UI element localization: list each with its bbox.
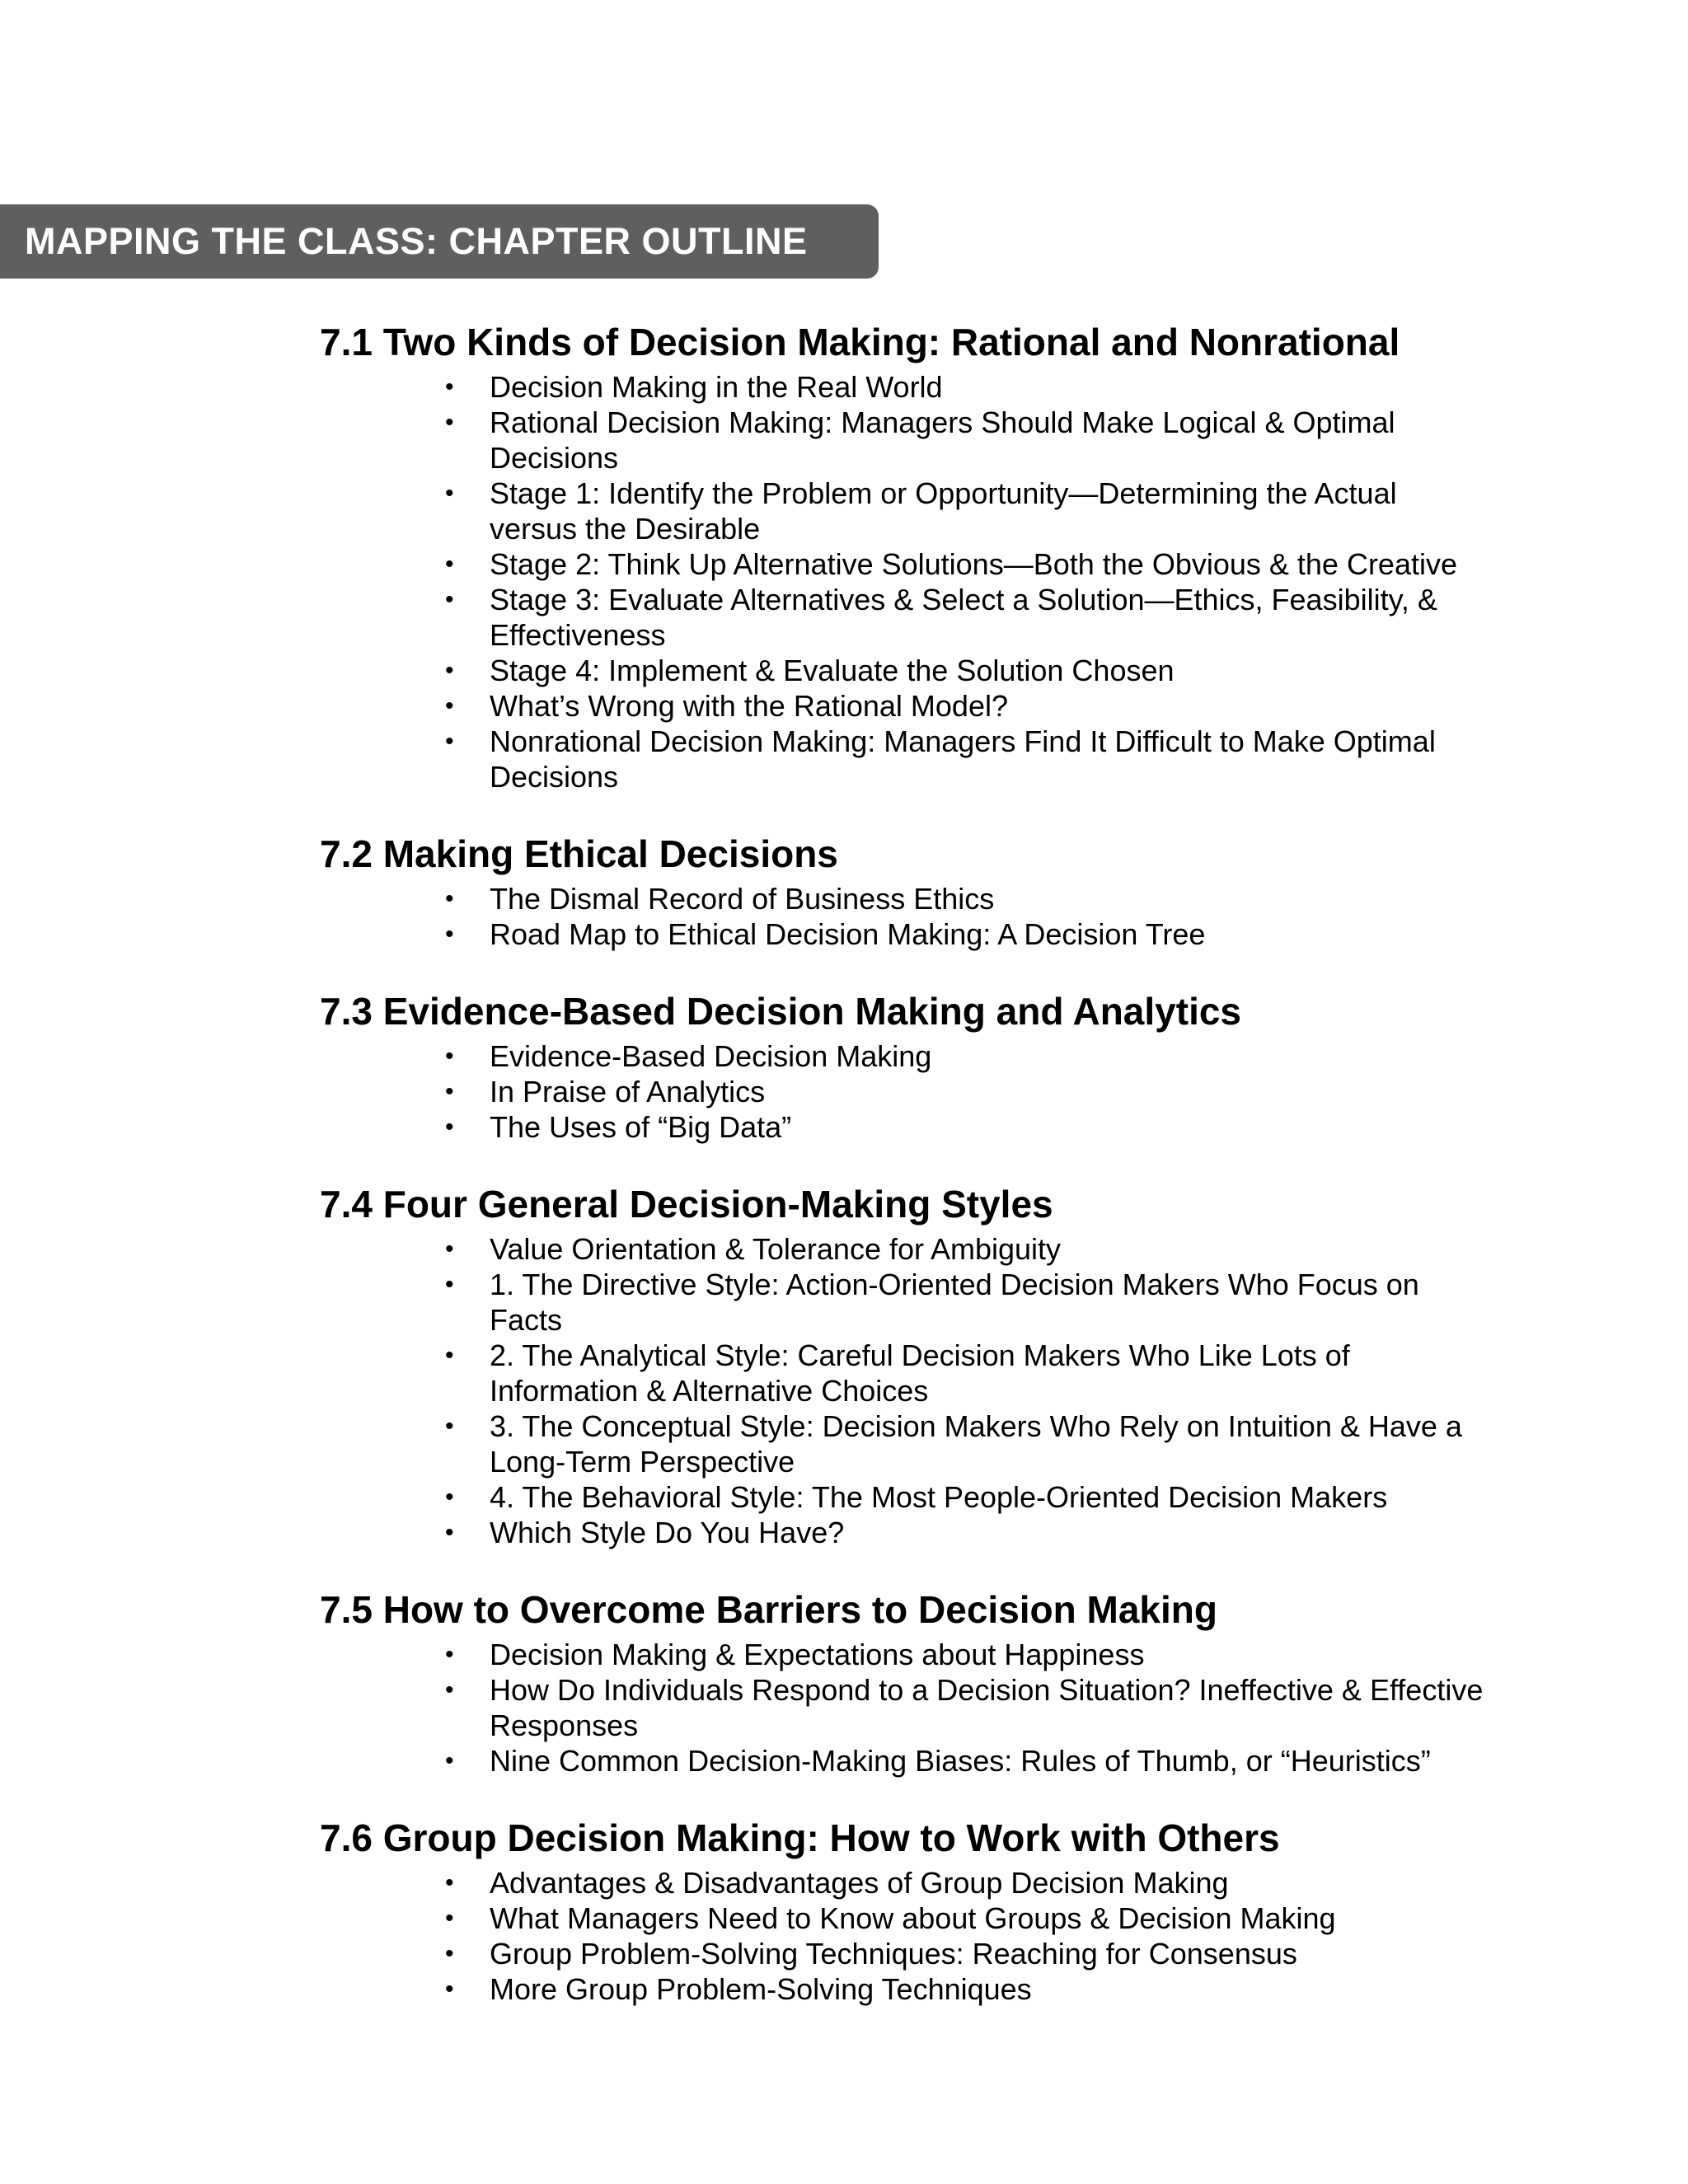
list-item bbox=[320, 1338, 1490, 1408]
list-item bbox=[320, 688, 1490, 724]
bullet-dot-icon: • bbox=[445, 1905, 454, 1932]
bullet-dot-icon: • bbox=[445, 1043, 454, 1070]
list-item bbox=[320, 1231, 1490, 1267]
section-heading: 7.2 Making Ethical Decisions bbox=[320, 832, 838, 875]
list-item bbox=[320, 1267, 1490, 1338]
bullet-dot-icon: • bbox=[445, 1975, 454, 2003]
outline-section bbox=[320, 315, 1490, 794]
bullet-dot-icon: • bbox=[445, 409, 454, 436]
list-item-text: In Praise of Analytics bbox=[490, 1075, 766, 1108]
list-item-text: How Do Individuals Respond to a Decision Situation? Ineffective & Effective Responses bbox=[490, 1673, 1484, 1742]
list-item-text: What’s Wrong with the Rational Model? bbox=[490, 689, 1008, 723]
bullet-dot-icon: • bbox=[445, 1413, 454, 1440]
bullet-dot-icon: • bbox=[445, 1342, 454, 1369]
list-item-text: Nonrational Decision Making: Managers Find It Difficult to Make Optimal Decisions bbox=[490, 724, 1436, 794]
outline-section bbox=[320, 1582, 1490, 1779]
list-item-text: Nine Common Decision-Making Biases: Rules of Thumb, or “Heuristics” bbox=[490, 1744, 1431, 1778]
list-item bbox=[320, 1074, 1490, 1109]
bullet-dot-icon: • bbox=[445, 480, 454, 507]
list-item-text: Group Problem-Solving Techniques: Reaching for Consensus bbox=[490, 1937, 1297, 1971]
list-item-text: Stage 1: Identify the Problem or Opportunity—Determining the Actual versus the Desirable bbox=[490, 476, 1397, 546]
list-item-text: Value Orientation & Tolerance for Ambiguity bbox=[490, 1232, 1062, 1266]
bullet-list bbox=[320, 1038, 1490, 1145]
bullet-dot-icon: • bbox=[445, 1483, 454, 1511]
list-item bbox=[320, 653, 1490, 688]
list-item bbox=[320, 1900, 1490, 1936]
outline-section bbox=[320, 1811, 1490, 2007]
bullet-list bbox=[320, 369, 1490, 794]
list-item-text: Which Style Do You Have? bbox=[490, 1516, 845, 1549]
list-item bbox=[320, 1408, 1490, 1479]
list-item bbox=[320, 1479, 1490, 1515]
list-item bbox=[320, 1936, 1490, 1971]
list-item-text: Stage 3: Evaluate Alternatives & Select a Solution—Ethics, Feasibility, & Effectiveness bbox=[490, 583, 1437, 652]
chapter-outline bbox=[320, 315, 1490, 2007]
list-item-text: Evidence-Based Decision Making bbox=[490, 1039, 932, 1073]
list-item-text: Stage 2: Think Up Alternative Solutions—Both the Obvious & the Creative bbox=[490, 547, 1457, 581]
list-item-text: Decision Making in the Real World bbox=[490, 370, 943, 404]
bullet-dot-icon: • bbox=[445, 1869, 454, 1896]
chapter-outline-banner bbox=[0, 204, 879, 279]
bullet-dot-icon: • bbox=[445, 1676, 454, 1704]
section-heading: 7.3 Evidence-Based Decision Making and Analytics bbox=[320, 990, 1242, 1033]
list-item bbox=[320, 582, 1490, 653]
bullet-dot-icon: • bbox=[445, 1747, 454, 1774]
list-item bbox=[320, 1672, 1490, 1743]
bullet-list bbox=[320, 1865, 1490, 2007]
section-heading: 7.4 Four General Decision-Making Styles bbox=[320, 1183, 1053, 1226]
bullet-dot-icon: • bbox=[445, 921, 454, 948]
list-item bbox=[320, 916, 1490, 952]
list-item-text: 2. The Analytical Style: Careful Decision Makers Who Like Lots of Information & Alternative Choices bbox=[490, 1338, 1350, 1408]
outline-section bbox=[320, 827, 1490, 952]
list-item bbox=[320, 369, 1490, 405]
bullet-dot-icon: • bbox=[445, 551, 454, 578]
bullet-dot-icon: • bbox=[445, 885, 454, 912]
outline-section bbox=[320, 984, 1490, 1145]
bullet-list bbox=[320, 881, 1490, 952]
list-item-text: Decision Making & Expectations about Happiness bbox=[490, 1638, 1145, 1671]
list-item-text: Stage 4: Implement & Evaluate the Solution Chosen bbox=[490, 654, 1175, 687]
bullet-dot-icon: • bbox=[445, 1641, 454, 1668]
outline-section bbox=[320, 1177, 1490, 1550]
section-heading: 7.5 How to Overcome Barriers to Decision Making bbox=[320, 1588, 1217, 1631]
bullet-dot-icon: • bbox=[445, 586, 454, 613]
bullet-list bbox=[320, 1231, 1490, 1550]
bullet-dot-icon: • bbox=[445, 373, 454, 401]
bullet-list bbox=[320, 1637, 1490, 1779]
list-item bbox=[320, 476, 1490, 546]
list-item-text: What Managers Need to Know about Groups & Decision Making bbox=[490, 1901, 1336, 1935]
list-item-text: Rational Decision Making: Managers Should Make Logical & Optimal Decisions bbox=[490, 405, 1395, 475]
list-item-text: The Dismal Record of Business Ethics bbox=[490, 882, 995, 916]
list-item bbox=[320, 546, 1490, 582]
list-item bbox=[320, 1971, 1490, 2007]
bullet-dot-icon: • bbox=[445, 1271, 454, 1298]
bullet-dot-icon: • bbox=[445, 1078, 454, 1105]
list-item-text: The Uses of “Big Data” bbox=[490, 1110, 792, 1144]
list-item-text: 3. The Conceptual Style: Decision Makers Who Rely on Intuition & Have a Long-Term Perspective bbox=[490, 1409, 1462, 1479]
list-item-text: More Group Problem-Solving Techniques bbox=[490, 1972, 1032, 2006]
list-item-text: Advantages & Disadvantages of Group Decision Making bbox=[490, 1866, 1229, 1900]
list-item bbox=[320, 1865, 1490, 1900]
bullet-dot-icon: • bbox=[445, 657, 454, 684]
list-item bbox=[320, 1637, 1490, 1672]
list-item bbox=[320, 881, 1490, 916]
list-item-text: 4. The Behavioral Style: The Most People-Oriented Decision Makers bbox=[490, 1480, 1388, 1514]
list-item bbox=[320, 1743, 1490, 1779]
list-item bbox=[320, 1038, 1490, 1074]
bullet-dot-icon: • bbox=[445, 1519, 454, 1546]
section-heading: 7.6 Group Decision Making: How to Work with Others bbox=[320, 1816, 1280, 1859]
list-item bbox=[320, 1515, 1490, 1550]
list-item bbox=[320, 1109, 1490, 1145]
section-heading: 7.1 Two Kinds of Decision Making: Rational and Nonrational bbox=[320, 321, 1400, 363]
list-item-text: 1. The Directive Style: Action-Oriented Decision Makers Who Focus on Facts bbox=[490, 1268, 1419, 1337]
list-item bbox=[320, 724, 1490, 794]
banner-title: MAPPING THE CLASS: CHAPTER OUTLINE bbox=[25, 220, 808, 262]
bullet-dot-icon: • bbox=[445, 1113, 454, 1141]
bullet-dot-icon: • bbox=[445, 1940, 454, 1967]
list-item bbox=[320, 405, 1490, 476]
bullet-dot-icon: • bbox=[445, 728, 454, 755]
list-item-text: Road Map to Ethical Decision Making: A Decision Tree bbox=[490, 917, 1206, 951]
bullet-dot-icon: • bbox=[445, 1235, 454, 1263]
bullet-dot-icon: • bbox=[445, 692, 454, 719]
